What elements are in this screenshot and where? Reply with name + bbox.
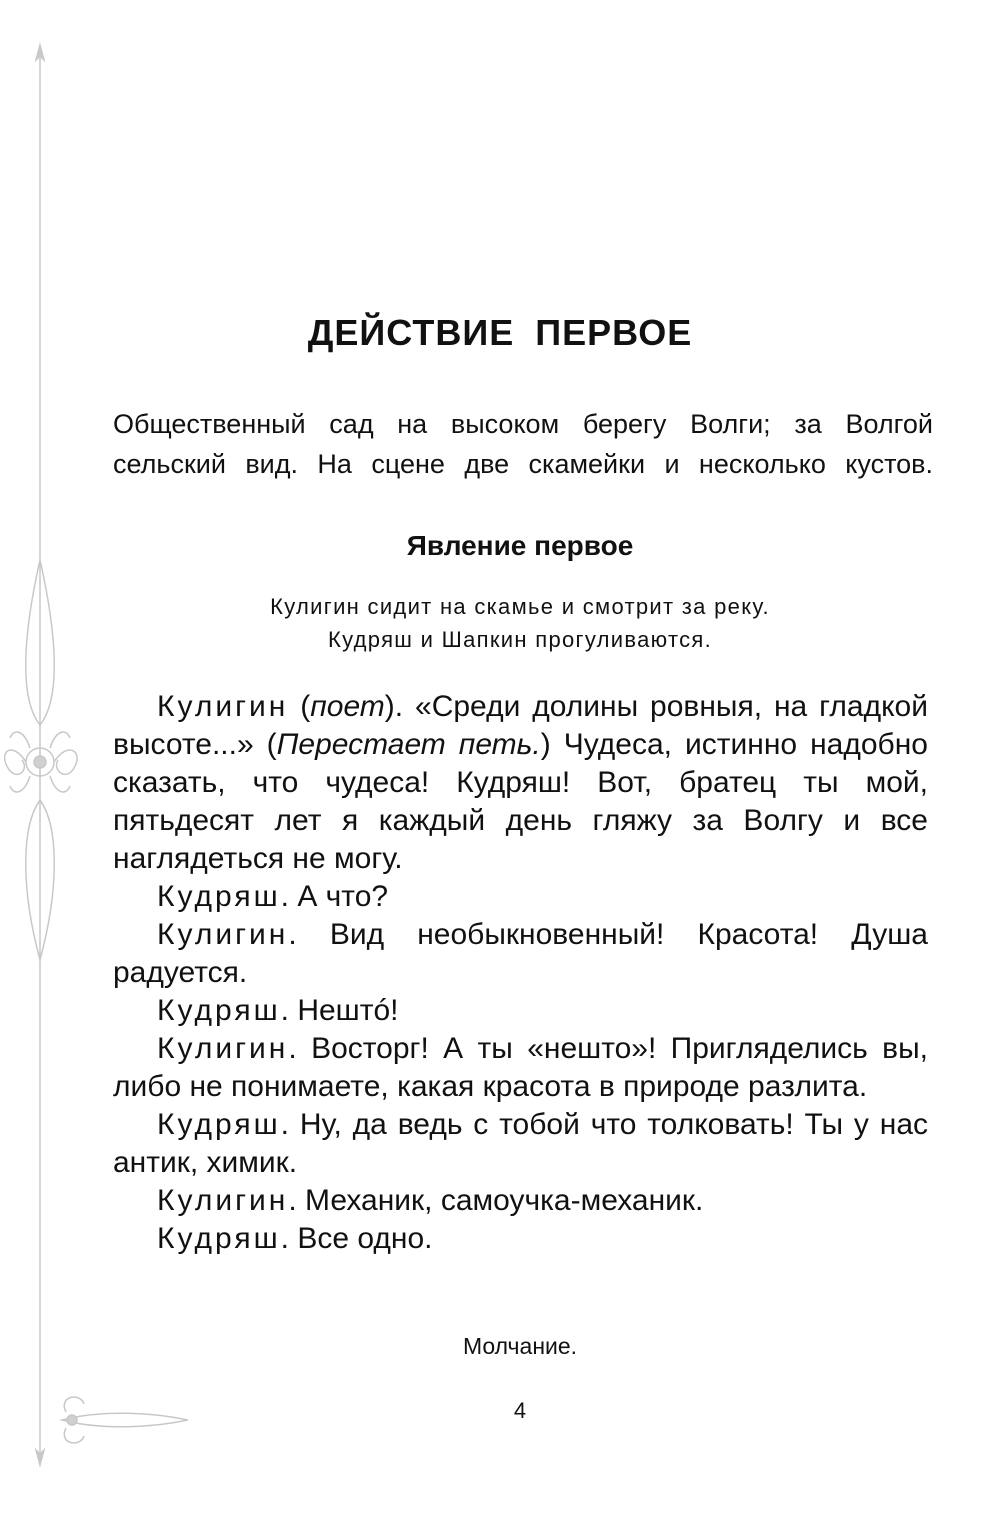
replica-text: Нештó! [297, 994, 399, 1027]
dialogue [113, 688, 928, 1258]
replica-text: Восторг! А ты «нешто»! Пригляделись вы, либо не понимаете, какая красота в природе разлита. [113, 1032, 928, 1103]
replica-text: «Среди долины ровныя, на гладкой высоте...» [113, 690, 928, 761]
replica-text: Механик, самоучка-механик. [305, 1184, 704, 1217]
stage-direction-line: Кулигин сидит на скамье и смотрит за реку. [270, 594, 770, 619]
replica-text: А что? [297, 880, 389, 913]
speaker-name: Кулигин [157, 918, 289, 951]
setting-description [113, 404, 933, 484]
replica: Кулигин. Восторг! А ты «нешто»! Пригляделись вы, либо не понимаете, какая красота в природе разлита. [113, 1032, 928, 1103]
page-number: 4 [513, 1398, 527, 1423]
replica: Кулигин. Вид необыкновенный! Красота! Душа радуется. [113, 918, 928, 989]
speaker-name: Кудряш [157, 1108, 281, 1141]
replica: Кудряш. Ну, да ведь с тобой что толковать! Ты у нас антик, химик. [113, 1108, 929, 1179]
replica: Кудряш. Все одно. [157, 1222, 433, 1255]
replica-text: Вид необыкновенный! Красота! Душа радуется. [113, 918, 928, 989]
stage-remark-silence: Молчание. [462, 1333, 578, 1359]
speaker-name: Кулигин [157, 1184, 289, 1217]
stage-remark: поет [310, 690, 385, 723]
stage-direction [0, 590, 1000, 656]
act-title: ДЕЙСТВИЕ ПЕРВОЕ [307, 312, 693, 353]
speaker-name: Кулигин [157, 690, 289, 723]
speaker-name: Кулигин [157, 1032, 289, 1065]
setting-line: сельский вид. На сцене две скамейки и несколько кустов. [113, 449, 933, 479]
replica: Кудряш. Нештó! [157, 994, 399, 1027]
replica: Кулигин (поет). «Среди долины ровныя, на гладкой высоте...» (Перестает петь.) Чудеса, истинно надобно сказать, что чудеса! Кудряш! Вот, братец ты мой, пятьдесят лет я каждый день гляжу за Волгу и все наглядеться не могу. [113, 690, 928, 875]
replica: Кудряш. А что? [157, 880, 389, 913]
speaker-name: Кудряш [157, 994, 281, 1027]
replica-text: Все одно. [297, 1222, 433, 1255]
stage-remark: Перестает петь. [276, 728, 541, 761]
speaker-name: Кудряш [157, 880, 281, 913]
speaker-name: Кудряш [157, 1222, 281, 1255]
replica: Кулигин. Механик, самоучка-механик. [157, 1184, 704, 1217]
setting-line: Общественный сад на высоком берегу Волги; за Волгой [113, 409, 933, 439]
stage-direction-line: Кудряш и Шапкин прогуливаются. [327, 627, 713, 652]
scene-title: Явление первое [406, 530, 634, 561]
replica-text: Ну, да ведь с тобой что толковать! Ты у нас антик, химик. [113, 1108, 929, 1179]
replica-text: Чудеса, истинно надобно сказать, что чудеса! Кудряш! Вот, братец ты мой, пятьдесят лет я каждый день гляжу за Волгу и все наглядеться не могу. [113, 728, 928, 875]
